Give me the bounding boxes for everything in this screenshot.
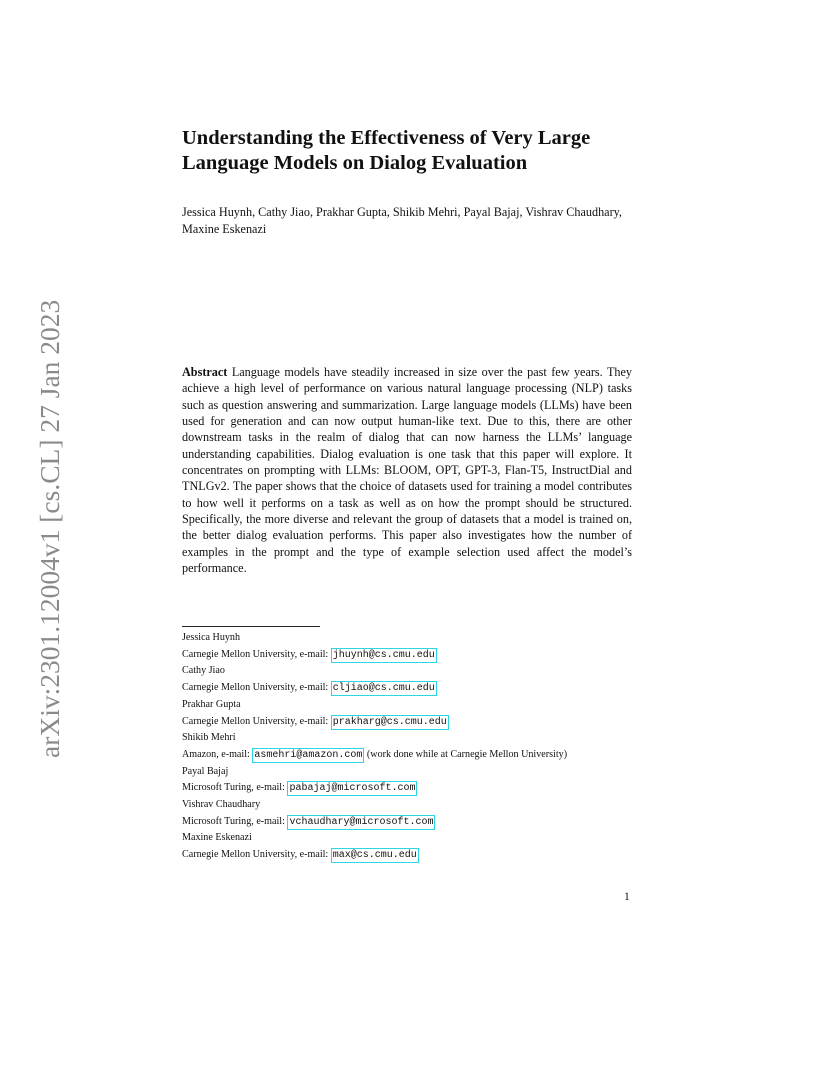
affiliation-text: Carnegie Mellon University, e-mail: — [182, 715, 331, 727]
footnote-divider — [182, 626, 320, 627]
abstract-label: Abstract — [182, 365, 228, 379]
affiliation-text: Amazon, e-mail: — [182, 748, 253, 760]
abstract — [182, 364, 632, 576]
affiliation-author-name: Jessica Huynh — [182, 632, 241, 643]
affiliation-author-name: Prakhar Gupta — [182, 698, 241, 710]
email-link[interactable]: jhuynh@cs.cmu.edu — [332, 649, 435, 661]
email-link[interactable]: prakharg@cs.cmu.edu — [332, 716, 447, 728]
affiliation-line — [182, 647, 642, 664]
affiliation-note: (work done while at Carnegie Mellon University) — [364, 748, 568, 760]
email-link[interactable]: cljiao@cs.cmu.edu — [332, 683, 435, 695]
paper-title: Understanding the Effectiveness of Very Large Language Models on Dialog Evaluation — [182, 127, 591, 174]
affiliation-entry — [182, 697, 642, 730]
affiliation-entry — [182, 830, 642, 863]
affiliation-line — [182, 680, 642, 697]
email-link[interactable]: asmehri@amazon.com — [254, 749, 363, 761]
affiliation-text: Carnegie Mellon University, e-mail: — [182, 648, 331, 660]
arxiv-identifier-stamp: arXiv:2301.12004v1 [cs.CL] 27 Jan 2023 — [34, 299, 65, 758]
affiliation-text: Microsoft Turing, e-mail: — [182, 815, 288, 827]
affiliation-author-name: Payal Bajaj — [182, 765, 229, 777]
affiliation-entry — [182, 630, 642, 663]
affiliation-text: Carnegie Mellon University, e-mail: — [182, 849, 331, 861]
page-number: 1 — [624, 891, 630, 903]
author-list: Jessica Huynh, Cathy Jiao, Prakhar Gupta, Shikib Mehri, Payal Bajaj, Vishrav Chaudhary, Maxine Eskenazi — [182, 205, 622, 236]
email-link[interactable]: pabajaj@microsoft.com — [289, 783, 416, 795]
affiliation-line — [182, 780, 642, 797]
affiliation-line — [182, 847, 642, 864]
email-link[interactable]: max@cs.cmu.edu — [332, 850, 417, 862]
affiliation-author-name: Cathy Jiao — [182, 665, 225, 677]
affiliation-author-name: Shikib Mehri — [182, 732, 236, 744]
affiliation-author-name: Maxine Eskenazi — [182, 832, 252, 844]
affiliation-entry — [182, 663, 642, 696]
affiliation-entry — [182, 764, 642, 797]
email-link[interactable]: vchaudhary@microsoft.com — [289, 816, 434, 828]
affiliation-entry — [182, 730, 642, 763]
author-affiliations — [182, 630, 642, 864]
abstract-text: Language models have steadily increased in size over the past few years. They achieve a high level of performance on various natural language processing (NLP) tasks such as question answering and summarization. Large language models (LLMs) have been used for generation and can now output human-like text. Due to this, there are other downstream tasks in the realm of dialog that can now harness the LLMs’ language understanding capabilities. Dialog evaluation is one task that this paper will explore. It concentrates on prompting with LLMs: BLOOM, OPT, GPT-3, Flan-T5, InstructDial and TNLGv2. The paper shows that the choice of datasets used for training a model contributes to how well it performs on a task as well as on how the prompt should be structured. Specifically, the more diverse and relevant the group of datasets that a model is trained on, the better dialog evaluation performs. This paper also investigates how the number of examples in the prompt and the type of example selection used affect the model’s performance. — [182, 365, 633, 576]
affiliation-text: Microsoft Turing, e-mail: — [182, 782, 288, 794]
affiliation-text: Carnegie Mellon University, e-mail: — [182, 682, 331, 694]
affiliation-line — [182, 814, 642, 831]
affiliation-line — [182, 714, 642, 731]
affiliation-line — [182, 747, 642, 764]
affiliation-entry — [182, 797, 642, 830]
affiliation-author-name: Vishrav Chaudhary — [182, 799, 261, 811]
